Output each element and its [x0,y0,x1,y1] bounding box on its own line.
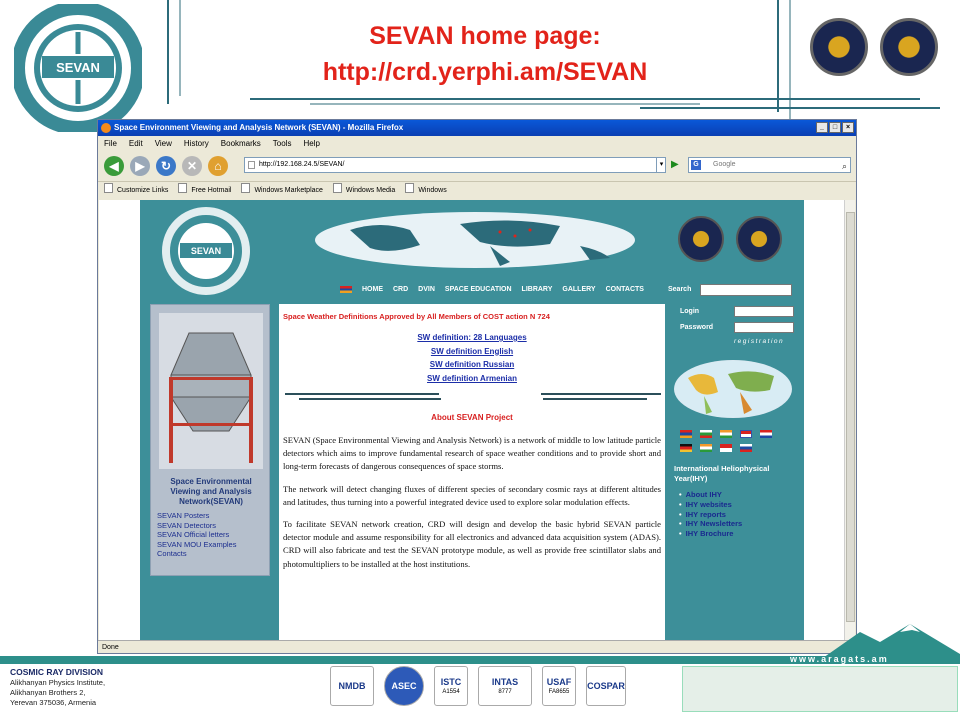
flag-armenia-icon[interactable] [680,430,692,438]
link-ihy-brochure[interactable]: • IHY Brochure [688,529,742,539]
sponsor-logos [330,666,626,706]
flag-costa-rica-icon[interactable] [740,430,752,438]
site-ihy-badge-1[interactable] [678,216,724,262]
forward-arrow-icon[interactable]: ▶ [130,156,150,176]
nav-crd[interactable]: CRD [393,286,409,293]
ihy-heading: International Heliophysical Year(IHY) [674,464,770,483]
password-label: Password [680,324,714,331]
nav-library[interactable]: LIBRARY [521,286,553,293]
go-icon[interactable]: ▶ [671,159,679,170]
nav-gallery[interactable]: GALLERY [562,286,596,293]
flag-ireland-icon[interactable] [700,444,712,452]
flag-bulgaria-icon[interactable] [700,430,712,438]
about-paragraph-1: SEVAN (Space Environmental Viewing and Analysis Network) is a network of middle to low latitude particle detectors which aims to improve fundamental research of space weather conditions and to provide short and long-term forecasts of dangerous consequences of space storms. [283,435,661,472]
menu-history[interactable]: History [183,139,209,148]
site-search-label: Search [668,286,692,293]
flag-russia-icon[interactable] [740,444,752,452]
link-ihy-reports[interactable]: • IHY reports [688,510,742,520]
left-panel [150,304,270,576]
firefox-window [97,119,857,654]
scrollbar-thumb[interactable] [846,212,855,622]
menu-file[interactable]: File [104,139,117,148]
division-name: COSMIC RAY DIVISION [10,667,104,677]
flag-indonesia-icon[interactable] [720,444,732,452]
menu-bookmarks[interactable]: Bookmarks [220,139,261,148]
window-title: Space Environment Viewing and Analysis Network (SEVAN) - Mozilla Firefox [114,123,404,132]
google-icon: G [691,160,701,170]
url-dropdown-icon[interactable]: ▾ [656,157,666,173]
link-contacts[interactable]: Contacts [157,549,187,558]
maximize-button[interactable]: □ [829,122,841,133]
link-sevan-mou-examples[interactable]: SEVAN MOU Examples [157,539,237,549]
sevan-logo [14,4,142,132]
search-field[interactable] [688,157,851,173]
link-sw-russian[interactable]: SW definition Russian [429,360,515,369]
reload-icon[interactable]: ↻ [156,156,176,176]
nav-home[interactable]: HOME [362,286,383,293]
ihy-badge-2 [880,18,938,76]
flag-germany-icon[interactable] [680,444,692,452]
about-heading: About SEVAN Project [431,413,513,422]
nav-dvin[interactable]: DVIN [418,286,435,293]
search-placeholder: Google [713,161,736,168]
address [10,678,105,708]
slide-title [240,18,730,90]
cospar-logo: COSPAR [586,666,626,706]
bookmark-customize-links[interactable]: Customize Links [104,182,168,199]
window-titlebar [98,120,856,136]
link-sw-armenian[interactable]: SW definition Armenian [427,373,517,383]
link-about-ihy[interactable]: • About IHY [688,490,742,500]
menu-edit[interactable]: Edit [128,139,143,148]
main-content [279,304,665,641]
website-url: www.aragats.am [790,654,889,664]
home-icon[interactable]: ⌂ [208,156,228,176]
minimize-button[interactable]: _ [816,122,828,133]
link-ihy-newsletters[interactable]: • IHY Newsletters [688,519,742,529]
close-button[interactable]: × [842,122,854,133]
flag-croatia-icon[interactable] [760,430,772,438]
site-search-input[interactable] [700,284,792,296]
ihy-badge-1 [810,18,868,76]
page-viewport [99,200,845,641]
status-bar [98,640,856,653]
menu-help[interactable]: Help [303,139,320,148]
site-nav [340,286,644,293]
slide-title-line1: SEVAN home page: [369,22,601,50]
link-sevan-posters[interactable]: SEVAN Posters [157,511,210,520]
usaf-logo: USAF FA8655 [542,666,576,706]
menu-view[interactable]: View [154,139,172,148]
nav-space-education[interactable]: SPACE EDUCATION [444,286,512,293]
slide-title-line2: http://crd.yerphi.am/SEVAN [322,58,648,86]
about-paragraph-2: The network will detect changing fluxes of different species of secondary cosmic rays at different altitudes and latitudes, thus turning into a powerful integrated device used to explore solar modulation effects. [283,483,661,507]
password-input[interactable] [734,322,794,333]
about-paragraph-3: To facilitate SEVAN network creation, CRD will design and develop the basic hybrid SEVAN particle detector module and assume responsibility for all electronics and advanced data acquisition system (ADAS). CRD will also fabricate and test the SEVAN prototype module, as well as provide free scintillator slabs and photomultipliers to be installed at the host institutions. [283,519,661,569]
bookmarks-toolbar [98,181,856,199]
menu-bar [98,136,856,151]
link-sevan-detectors[interactable]: SEVAN Detectors [157,520,217,530]
link-sw-english[interactable]: SW definition English [430,346,514,356]
vertical-scrollbar[interactable] [844,200,855,641]
bookmark-windows[interactable]: Windows [405,182,446,199]
detector-image [159,313,263,469]
login-input[interactable] [734,306,794,317]
bookmark-free-hotmail[interactable]: Free Hotmail [178,182,231,199]
site-sevan-logo[interactable] [160,206,270,296]
asec-logo: ASEC [384,666,424,706]
bookmark-windows-marketplace[interactable]: Windows Marketplace [241,182,322,199]
page-icon [248,161,255,169]
nav-contacts[interactable]: CONTACTS [605,286,644,293]
navigation-toolbar [98,151,856,181]
about-text [283,434,661,571]
sevan-website [140,200,804,641]
address-line-3: Yerevan 375036, Armenia [10,698,97,707]
armenian-flag-icon[interactable] [340,286,352,293]
flag-india-icon[interactable] [720,430,732,438]
address-line-2: Alikhanyan Brothers 2, [10,688,86,697]
firefox-icon [101,123,111,133]
svg-text:SEVAN: SEVAN [56,60,100,75]
svg-text:SEVAN: SEVAN [190,246,222,256]
right-panel [670,304,800,641]
url-text: http://192.168.24.5/SEVAN/ [259,161,345,168]
status-text: Done [102,644,119,651]
login-label: Login [680,308,700,315]
site-ihy-badge-2[interactable] [736,216,782,262]
registration-link[interactable]: registration [734,338,785,345]
sw-links [279,331,665,385]
bookmark-windows-media[interactable]: Windows Media [333,182,395,199]
address-line-1: Alikhanyan Physics Institute, [10,678,106,687]
link-ihy-websites[interactable]: • IHY websites [688,500,742,510]
link-sevan-official-letters[interactable]: SEVAN Official letters [157,530,230,539]
search-icon[interactable]: ⌕ [841,161,847,171]
link-sw-28-languages[interactable]: SW definition: 28 Languages [417,333,527,342]
left-panel-title: Space Environmental Viewing and Analysis Network(SEVAN) [170,477,252,506]
detector-network-image [682,666,958,712]
stop-icon[interactable]: ✕ [182,156,202,176]
globe-map-image [674,360,792,418]
ihy-links [685,490,743,539]
nmdb-logo: NMDB [330,666,374,706]
back-arrow-icon[interactable]: ◀ [104,156,124,176]
intas-logo: INTAS 8777 [478,666,532,706]
world-map-image [310,210,640,270]
istc-logo: ISTC A1554 [434,666,468,706]
language-flags [680,430,772,452]
sw-heading: Space Weather Definitions Approved by All Members of COST action N 724 [283,312,550,321]
address-bar[interactable] [244,157,666,173]
left-links [157,511,236,559]
content-divider [279,389,665,411]
menu-tools[interactable]: Tools [272,139,292,148]
